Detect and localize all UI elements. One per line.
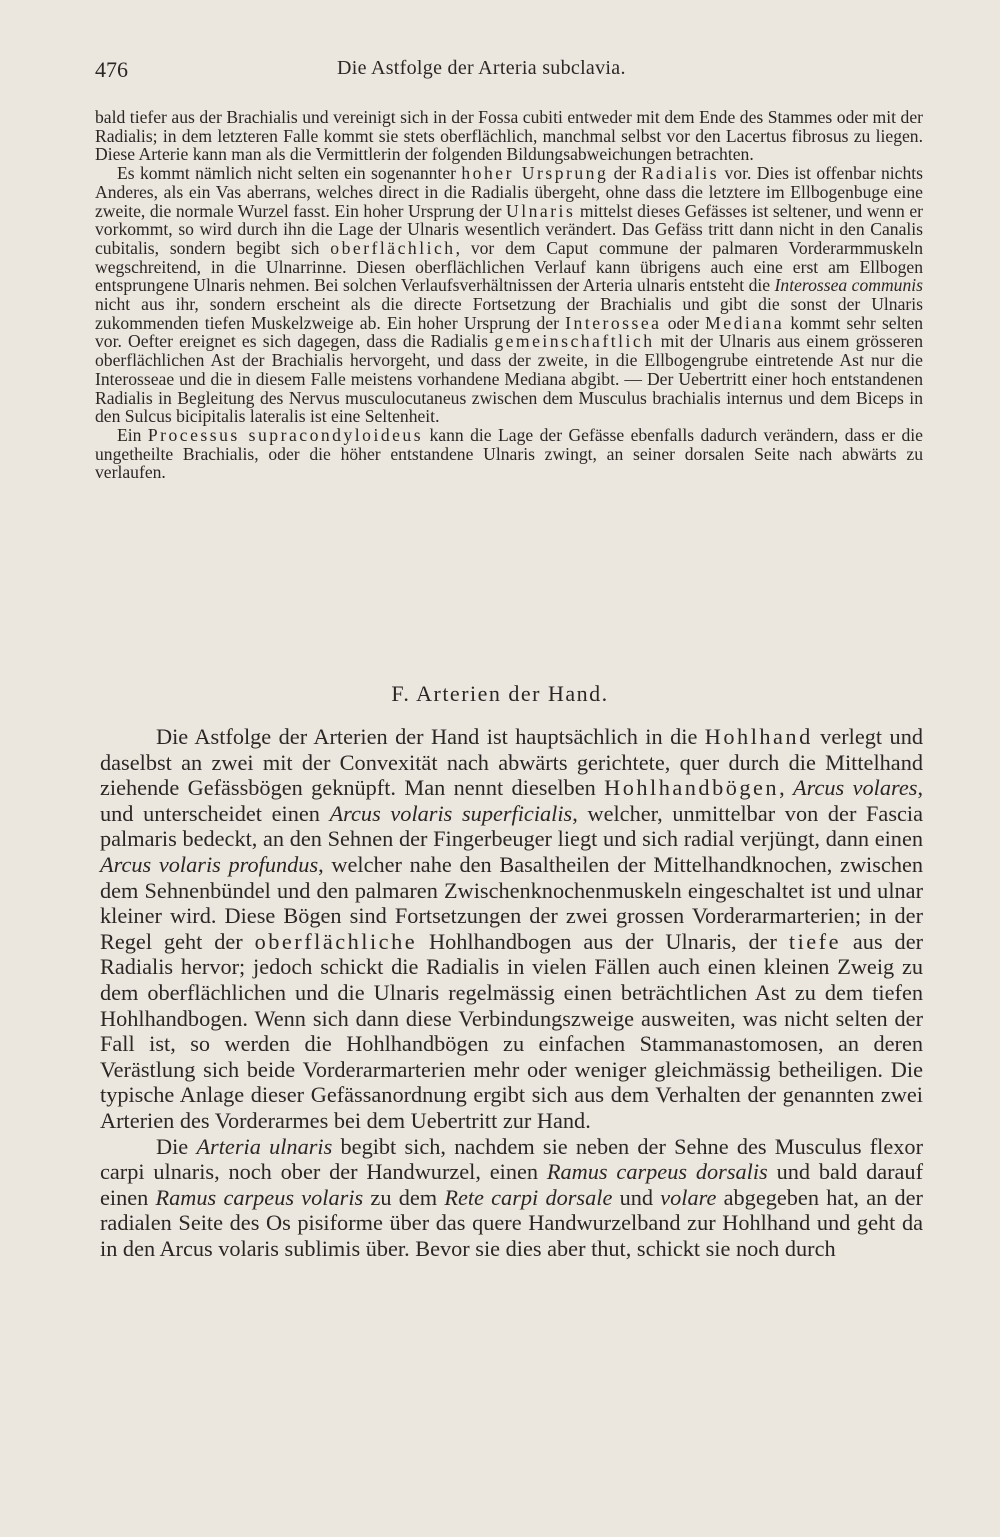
spaced-term: Ulnaris bbox=[506, 200, 576, 221]
text-run: Die bbox=[156, 1133, 197, 1159]
small-paragraph-1: bald tiefer aus der Brachialis und vereinigt sich in der Fossa cubiti entweder mit dem Ende des Stammes oder mit der Radialis; in dem letzteren Falle kommt sie stets oberflächlich, manchmal selbst vor den Lacertus fibrosus zu liegen. Diese Arterie kann man als die Vermittlerin der folgenden Bildungsabweichungen betrachten. bbox=[95, 107, 923, 165]
small-paragraph-3 bbox=[95, 426, 923, 482]
text-run: mit der Ulnaris aus einem grösseren oberflächlichen Ast der Brachialis hervorgeht, und dass der zweite, in die Ellbogengrube eintretende Ast nur die Interosseae und die in diesem Falle meistens vorhandene Mediana abgibt. — Der Uebertritt einer hoch entstandenen Radialis in Begleitung des Nervus musculocutaneus zwischen dem Musculus brachialis internus und dem Biceps in den Sulcus bicipitalis lateralis ist eine Seltenheit. bbox=[95, 331, 923, 427]
text-run: der bbox=[608, 163, 642, 184]
italic-term: Ramus carpeus dorsalis bbox=[546, 1159, 768, 1185]
text-run: vor. Dies ist offenbar nichts Anderes, als ein Vas aberrans, welches direct in die Radialis übergeht, ohne dass die letztere im Ellbogenbuge eine zweite, die normale Wurzel fasst. Ein hoher Ursprung der bbox=[95, 163, 924, 221]
italic-term: volare bbox=[660, 1184, 717, 1210]
page-header bbox=[95, 57, 925, 87]
text-run: , welcher, unmittelbar von der Fascia palmaris bedeckt, an den Sehnen der Fingerbeuger liegt und sich radial verjüngt, dann einen bbox=[100, 800, 923, 852]
small-paragraph-2 bbox=[95, 164, 923, 426]
italic-term: Rete carpi dorsale bbox=[444, 1184, 613, 1210]
text-run: abgegeben hat, an der radialen Seite des Os pisiforme über das quere Handwurzelband zur Hohlhand und geht da in den Arcus volaris sublimis über. Bevor sie dies aber thut, schickt sie noch durch bbox=[100, 1184, 923, 1261]
italic-term: Interossea communis bbox=[774, 275, 924, 296]
spaced-term: hoher Ursprung bbox=[461, 163, 609, 184]
text-run: kommt sehr selten vor. Oefter ereignet es sich dagegen, dass die Radialis bbox=[95, 312, 923, 352]
text-run: , vor dem Caput commune der palmaren Vorderarmmuskeln wegschreitend, in die Ulnarrinne. Diesen oberflächlichen Verlauf kann übrigens auch eine erst am Ellbogen entsprungene Ulnaris nehmen. Bei solchen Verlaufsverhältnissen der Arteria ulnaris entsteht die bbox=[95, 237, 923, 296]
text-run: oder bbox=[661, 312, 706, 333]
italic-term: Ramus carpeus volaris bbox=[155, 1184, 364, 1210]
text-run: begibt sich, nachdem sie neben der Sehne des Musculus flexor carpi ulnaris, noch ober der Handwurzel, einen bbox=[100, 1133, 923, 1185]
text-run: nicht aus ihr, sondern erscheint als die directe Fortsetzung der Brachialis und gibt die sonst der Ulnaris zukommenden tiefen Muskelzweige ab. Ein hoher Ursprung der bbox=[95, 294, 923, 333]
page-number: 476 bbox=[95, 57, 128, 82]
italic-term: Arcus volaris profundus bbox=[100, 851, 319, 877]
text-run: kann die Lage der Gefässe ebenfalls dadurch verändern, dass er die ungetheilte Brachialis, oder die höher entstandene Ulnaris zwingt, an seiner dorsalen Seite nach abwärts zu verlaufen. bbox=[95, 424, 923, 483]
spaced-term: gemeinschaftlich bbox=[494, 331, 655, 352]
main-paragraph-2 bbox=[100, 1134, 923, 1262]
main-paragraph-1 bbox=[100, 724, 923, 1134]
spaced-term: Processus supracondyloideus bbox=[147, 424, 424, 445]
spaced-term: Mediana bbox=[705, 312, 785, 333]
spaced-term: Radialis bbox=[641, 163, 720, 184]
spaced-term: Interossea bbox=[565, 312, 662, 333]
text-run: , bbox=[779, 775, 794, 801]
section-heading: F. Arterien der Hand. bbox=[391, 681, 609, 706]
spaced-term: oberflächlich bbox=[330, 237, 456, 258]
italic-term: Arcus volaris superficialis bbox=[329, 800, 573, 826]
text-run: Hohlhandbogen aus der Ulnaris, der bbox=[417, 928, 789, 954]
spaced-term: Hohlhand bbox=[704, 724, 813, 749]
running-title: Die Astfolge der Arteria subclavia. bbox=[337, 57, 626, 79]
small-print-section bbox=[95, 108, 923, 482]
spaced-term: Hohlhandbögen bbox=[604, 775, 780, 801]
text-run: Es kommt nämlich nicht selten ein sogenannter bbox=[117, 163, 462, 184]
italic-term: Arteria ulnaris bbox=[196, 1133, 333, 1159]
text-run: und bbox=[612, 1184, 661, 1210]
text-run: zu dem bbox=[363, 1184, 445, 1210]
text-run: aus der Radialis hervor; jedoch schickt die Radialis in vielen Fällen auch einen kleinen Zweig zu dem oberflächlichen und die Ulnaris regelmässig einen beträchtlichen Ast zu dem tiefen Hohlhandbogen. Wenn sich dann diese Verbindungszweige ausweiten, was nicht selten der Fall ist, so werden die Hohlhandbögen zu einfachen Stammanastomosen, an deren Verästlung sich beide Vorderarmarterien mehr oder weniger gleichmässig betheiligen. Die typische Anlage dieser Gefässanordnung ergibt sich aus dem Verhalten der genannten zwei Arterien des Vorderarmes bei dem Uebertritt zur Hand. bbox=[100, 928, 924, 1133]
text-run: , welcher nahe den Basaltheilen der Mittelhandknochen, zwischen dem Sehnenbündel und den palmaren Zwischenknochenmuskeln eingeschaltet ist und ulnar kleiner wird. Diese Bögen sind Fortsetzungen der zwei grossen Vorderarmarterien; in der Regel geht der bbox=[100, 851, 924, 954]
italic-term: Arcus volares bbox=[793, 775, 918, 801]
text-run: Die Astfolge der Arterien der Hand ist hauptsächlich in die bbox=[156, 724, 705, 749]
text-run: mittelst dieses Gefässes ist seltener, und wenn er vorkommt, so wird durch ihn die Lage der Ulnaris wesentlich verändert. Das Gefäss tritt dann nicht in den Canalis cubitalis, sondern begibt sich bbox=[95, 200, 924, 258]
spaced-term: oberflächliche bbox=[254, 928, 418, 954]
main-text-section bbox=[100, 724, 923, 1261]
text-run: , und unterscheidet einen bbox=[100, 775, 924, 826]
text-run: Ein bbox=[117, 424, 148, 445]
text-run: und bald darauf einen bbox=[100, 1159, 924, 1210]
spaced-term: tiefe bbox=[788, 928, 841, 954]
text-run: verlegt und daselbst an zwei mit der Convexität nach abwärts gerichtete, quer durch die Mittelhand ziehende Gefässbögen geknüpft. Man nennt dieselben bbox=[100, 724, 923, 801]
